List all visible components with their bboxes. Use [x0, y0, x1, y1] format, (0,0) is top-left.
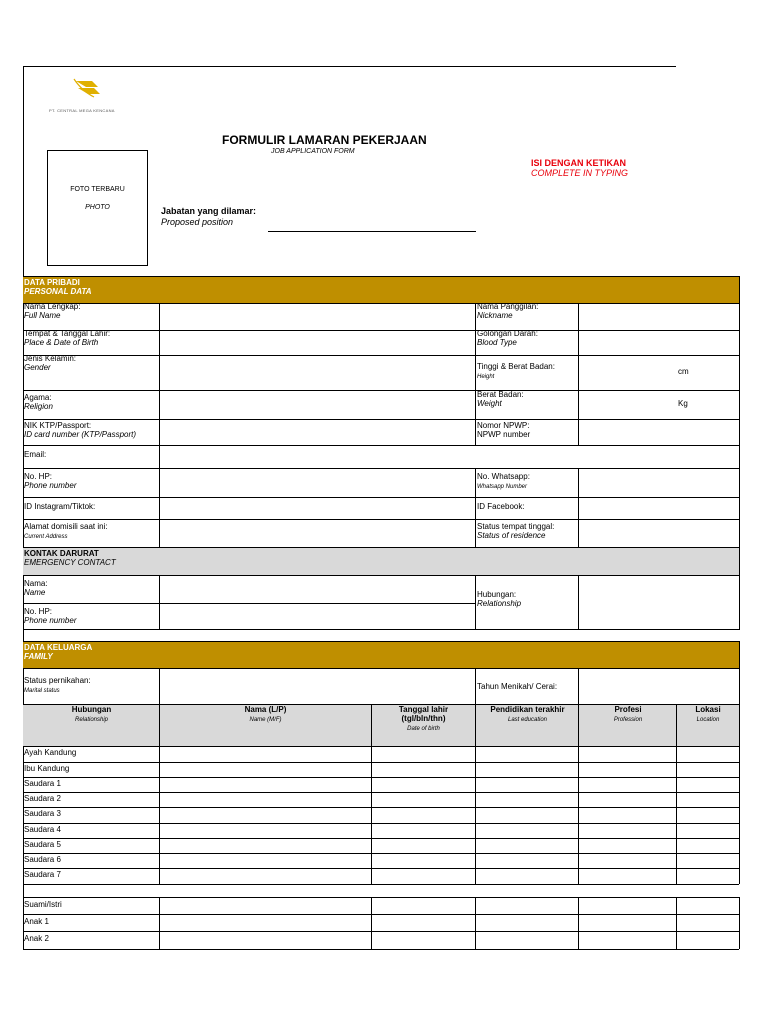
family-cell-input[interactable] [161, 824, 370, 837]
personal-label-text: ID Facebook: [477, 502, 525, 511]
personal-input-right[interactable] [579, 331, 738, 354]
spouse-cell-input[interactable] [580, 932, 676, 948]
spouse-member-label: Anak 2 [24, 934, 49, 943]
personal-label-text-en: Nickname [477, 311, 513, 320]
family-cell-input[interactable] [477, 778, 578, 791]
family-cell-input[interactable] [161, 793, 370, 806]
company-logo-icon [72, 77, 106, 104]
column-label: Profesi [614, 705, 642, 714]
spouse-cell-input[interactable] [678, 915, 738, 930]
company-name: PT. CENTRAL MEGA KENCANA [49, 108, 115, 113]
notice-text: ISI DENGAN KETIKAN [531, 158, 627, 168]
personal-label-left [23, 354, 159, 372]
personal-label-right [476, 421, 578, 439]
family-column-header [371, 705, 476, 734]
family-heading: DATA KELUARGA [24, 643, 93, 652]
family-cell-input[interactable] [477, 808, 578, 822]
spouse-member-label: Anak 1 [24, 917, 49, 926]
column-label-en: Last education [507, 717, 548, 723]
grid-line [159, 704, 160, 884]
grid-line [23, 419, 739, 420]
personal-heading-en: PERSONAL DATA [24, 287, 92, 296]
family-cell-input[interactable] [372, 778, 475, 791]
grid-line [23, 468, 739, 469]
family-member-label: Saudara 2 [24, 794, 61, 803]
family-column-header [677, 705, 739, 725]
personal-label-text: Status tempat tinggal: [477, 522, 555, 531]
grid-line [23, 668, 739, 669]
spouse-cell-input[interactable] [678, 898, 738, 913]
emergency-phone-text-en: Phone number [24, 616, 77, 625]
family-cell-input[interactable] [477, 839, 578, 852]
family-cell-input[interactable] [161, 808, 370, 822]
personal-input-right[interactable] [579, 520, 738, 546]
family-cell-input[interactable] [580, 793, 676, 806]
photo-box[interactable] [47, 150, 148, 266]
personal-label-left [23, 421, 159, 439]
grid-line [23, 931, 739, 932]
spouse-member-label: Suami/Istri [24, 900, 62, 909]
family-cell-input[interactable] [580, 869, 676, 883]
column-label: Hubungan [71, 705, 112, 714]
emergency-name-input[interactable] [160, 576, 475, 602]
family-cell-input[interactable] [678, 854, 738, 867]
personal-label-right [476, 502, 578, 511]
family-cell-input[interactable] [161, 763, 370, 776]
grid-line [23, 777, 739, 778]
family-cell-input[interactable] [372, 793, 475, 806]
grid-line [23, 445, 739, 446]
grid-line [475, 468, 476, 547]
grid-line [578, 468, 579, 547]
personal-label-text-en: Place & Date of Birth [24, 338, 99, 347]
grid-line [23, 762, 739, 763]
grid-line [475, 704, 476, 884]
family-cell-input[interactable] [372, 854, 475, 867]
spouse-cell-input[interactable] [161, 932, 370, 948]
personal-label-right [476, 472, 578, 492]
personal-input-right[interactable] [579, 498, 738, 518]
family-cell-input[interactable] [580, 778, 676, 791]
family-cell-input[interactable] [678, 808, 738, 822]
emergency-phone-label [23, 607, 159, 625]
personal-label-text: Email: [24, 450, 47, 459]
family-cell-input[interactable] [477, 763, 578, 776]
family-cell-input[interactable] [477, 824, 578, 837]
family-cell-input[interactable] [580, 824, 676, 837]
grid-line [23, 497, 739, 498]
grid-line [371, 897, 372, 949]
spouse-cell-input[interactable] [477, 915, 578, 930]
family-cell-input[interactable] [372, 869, 475, 883]
family-column-header [476, 705, 579, 725]
personal-label-text-en: Height [477, 374, 495, 380]
personal-input-right[interactable] [579, 420, 738, 444]
family-cell-input[interactable] [477, 793, 578, 806]
marital-status-text-en: Marital status [24, 688, 60, 694]
grid-line [475, 303, 476, 445]
position-input-line[interactable] [268, 231, 476, 232]
personal-label-left [23, 393, 159, 411]
spouse-cell-input[interactable] [477, 898, 578, 913]
personal-label-text-en: NPWP number [477, 430, 531, 439]
personal-input-left[interactable] [160, 304, 475, 329]
personal-label-left [23, 522, 159, 542]
family-column-header [160, 705, 371, 725]
spouse-cell-input[interactable] [580, 898, 676, 913]
married-year-label: Tahun Menikah/ Cerai: [477, 682, 558, 691]
grid-line [23, 641, 739, 642]
personal-label-text-en: Blood Type [477, 338, 517, 347]
spouse-cell-input[interactable] [477, 932, 578, 948]
personal-label-text: Alamat domisili saat ini: [24, 522, 108, 531]
column-label-en: Relationship [74, 717, 109, 723]
family-cell-input[interactable] [477, 854, 578, 867]
personal-label-text: No. HP: [24, 472, 53, 481]
emergency-phone-text: No. HP: [24, 607, 53, 616]
personal-input-left[interactable] [160, 331, 475, 354]
column-label: Pendidikan terakhir [490, 705, 565, 714]
grid-line [23, 868, 739, 869]
photo-label: FOTO TERBARU [70, 186, 125, 193]
grid-line [23, 355, 739, 356]
grid-line [23, 897, 739, 898]
emergency-name-text: Nama: [24, 579, 48, 588]
personal-label-text: Jenis Kelamin: [24, 354, 77, 363]
grid-line [23, 792, 739, 793]
column-label: Tanggal lahir [398, 705, 449, 714]
family-cell-input[interactable] [580, 747, 676, 761]
personal-heading: DATA PRIBADI [24, 278, 80, 287]
family-member-label: Saudara 1 [24, 779, 61, 788]
grid-line [23, 519, 739, 520]
family-section-header [23, 641, 739, 668]
personal-input-right[interactable] [579, 391, 738, 418]
emergency-name-text-en: Name [24, 588, 46, 597]
column-label: Lokasi [695, 705, 721, 714]
personal-label-right [476, 302, 578, 320]
personal-label-text-en: ID card number (KTP/Passport) [24, 430, 137, 439]
personal-label-right [476, 522, 578, 540]
personal-label-text-en: Full Name [24, 311, 61, 320]
marital-status-input[interactable] [160, 669, 475, 704]
personal-input-left[interactable] [160, 446, 738, 467]
grid-line [739, 641, 740, 884]
family-cell-input[interactable] [161, 747, 370, 761]
grid-line [475, 668, 476, 704]
family-member-label: Saudara 3 [24, 809, 61, 818]
family-cell-input[interactable] [580, 854, 676, 867]
grid-line [578, 303, 579, 445]
personal-section-header [23, 276, 739, 303]
emergency-relation-input[interactable] [579, 576, 738, 629]
spouse-cell-input[interactable] [678, 932, 738, 948]
grid-line [23, 704, 739, 705]
unit-label: cm [678, 367, 689, 376]
personal-input-right[interactable] [579, 469, 738, 496]
married-year-input[interactable] [579, 669, 738, 704]
emergency-section-header [23, 547, 739, 575]
family-cell-input[interactable] [580, 839, 676, 852]
emergency-relation-label [476, 590, 576, 608]
family-cell-input[interactable] [161, 854, 370, 867]
personal-label-text-en: Status of residence [477, 531, 546, 540]
personal-label-text: ID Instagram/Tiktok: [24, 502, 96, 511]
personal-label-text: Berat Badan: [477, 390, 524, 399]
grid-line [159, 603, 475, 604]
personal-label-left [23, 302, 159, 320]
spouse-cell-input[interactable] [372, 898, 475, 913]
personal-label-text-en: Whatsapp Number [477, 484, 528, 490]
family-cell-input[interactable] [678, 763, 738, 776]
family-cell-input[interactable] [678, 839, 738, 852]
family-cell-input[interactable] [580, 763, 676, 776]
personal-label-text: NIK KTP/Passport: [24, 421, 92, 430]
grid-line [676, 897, 677, 949]
personal-input-left[interactable] [160, 498, 475, 518]
grid-line [739, 276, 740, 630]
personal-label-text-en: Current Address [24, 534, 68, 540]
personal-label-left [23, 450, 159, 459]
family-member-label: Ayah Kandung [24, 748, 77, 757]
personal-label-right [476, 362, 578, 382]
grid-line [23, 629, 739, 630]
family-heading-en: FAMILY [24, 652, 53, 661]
family-column-header [23, 705, 160, 725]
page-title: FORMULIR LAMARAN PEKERJAAN [222, 133, 427, 147]
family-cell-input[interactable] [372, 808, 475, 822]
position-label: Jabatan yang dilamar: [161, 206, 257, 216]
position-label-en: Proposed position [161, 217, 234, 227]
personal-label-text: Nomor NPWP: [477, 421, 530, 430]
grid-line [23, 823, 739, 824]
grid-line [475, 897, 476, 949]
grid-line [475, 575, 476, 629]
family-cell-input[interactable] [580, 808, 676, 822]
family-cell-input[interactable] [161, 839, 370, 852]
sheet-top-border [23, 66, 676, 67]
family-member-label: Saudara 6 [24, 855, 61, 864]
family-cell-input[interactable] [678, 747, 738, 761]
personal-input-left[interactable] [160, 469, 475, 496]
emergency-relation-text: Hubungan: [477, 590, 517, 599]
column-label-en: Date of birth [407, 726, 440, 732]
personal-label-text: Golongan Darah: [477, 329, 538, 338]
personal-label-text: Agama: [24, 393, 52, 402]
column-label-2: (tgl/bln/thn) [401, 714, 446, 723]
personal-label-left [23, 329, 159, 347]
photo-label-en: PHOTO [85, 204, 110, 211]
column-label-en: Location [696, 717, 720, 723]
personal-label-left [23, 472, 159, 490]
personal-label-left [23, 502, 159, 511]
family-member-label: Ibu Kandung [24, 764, 70, 773]
grid-line [23, 547, 739, 548]
family-cell-input[interactable] [372, 824, 475, 837]
grid-line [578, 897, 579, 949]
grid-line [23, 914, 739, 915]
personal-label-text: Nama Lengkap: [24, 302, 81, 311]
family-cell-input[interactable] [372, 747, 475, 761]
personal-input-left[interactable] [160, 420, 475, 444]
grid-line [676, 704, 677, 884]
personal-label-text: No. Whatsapp: [477, 472, 530, 481]
family-member-label: Saudara 5 [24, 840, 61, 849]
grid-line [371, 704, 372, 884]
family-column-header [579, 705, 677, 725]
family-cell-input[interactable] [161, 778, 370, 791]
personal-input-left[interactable] [160, 356, 475, 389]
spouse-cell-input[interactable] [372, 915, 475, 930]
personal-input-left[interactable] [160, 391, 475, 418]
spouse-cell-input[interactable] [161, 915, 370, 930]
family-cell-input[interactable] [372, 763, 475, 776]
grid-line [23, 807, 739, 808]
grid-line [23, 390, 739, 391]
spouse-cell-input[interactable] [372, 932, 475, 948]
emergency-heading: KONTAK DARURAT [24, 549, 99, 558]
spouse-cell-input[interactable] [161, 898, 370, 913]
family-member-label: Saudara 7 [24, 870, 61, 879]
personal-label-text-en: Gender [24, 363, 51, 372]
family-cell-input[interactable] [678, 778, 738, 791]
family-cell-input[interactable] [678, 869, 738, 883]
grid-line [159, 303, 160, 547]
emergency-phone-input[interactable] [160, 604, 475, 629]
grid-line [23, 276, 739, 277]
family-cell-input[interactable] [678, 824, 738, 837]
family-cell-input[interactable] [477, 747, 578, 761]
personal-label-text-en: Phone number [24, 481, 77, 490]
grid-line [578, 668, 579, 704]
family-cell-input[interactable] [372, 839, 475, 852]
personal-label-right [476, 329, 578, 347]
emergency-heading-en: EMERGENCY CONTACT [24, 558, 116, 567]
grid-line [739, 897, 740, 949]
column-label: Nama (L/P) [244, 705, 287, 714]
grid-line [23, 838, 739, 839]
grid-line [23, 884, 739, 885]
personal-label-right [476, 390, 578, 408]
family-cell-input[interactable] [678, 793, 738, 806]
marital-status-label [23, 676, 159, 696]
column-label-en: Profession [613, 717, 643, 723]
grid-line [23, 949, 739, 950]
personal-label-text: Tempat & Tanggal Lahir: [24, 329, 111, 338]
grid-line [23, 303, 739, 304]
personal-label-text: Nama Panggilan: [477, 302, 539, 311]
family-cell-input[interactable] [161, 869, 370, 883]
personal-input-right[interactable] [579, 304, 738, 329]
grid-line [578, 704, 579, 884]
column-label-en: Name (M/F) [249, 717, 282, 723]
page-subtitle: JOB APPLICATION FORM [271, 148, 355, 155]
grid-line [23, 330, 739, 331]
grid-line [159, 575, 160, 629]
spouse-cell-input[interactable] [580, 915, 676, 930]
grid-line [578, 575, 579, 629]
grid-line [23, 746, 739, 747]
marital-status-text: Status pernikahan: [24, 676, 91, 685]
notice-text-en: COMPLETE IN TYPING [531, 168, 629, 178]
grid-line [23, 603, 159, 604]
personal-label-text-en: Weight [477, 399, 502, 408]
personal-input-right[interactable] [579, 356, 738, 389]
grid-line [159, 668, 160, 704]
unit-label: Kg [678, 399, 688, 408]
emergency-relation-text-en: Relationship [477, 599, 522, 608]
grid-line [159, 897, 160, 949]
grid-line [23, 853, 739, 854]
grid-line [23, 575, 739, 576]
family-member-label: Saudara 4 [24, 825, 61, 834]
personal-label-text-en: Religion [24, 402, 53, 411]
family-cell-input[interactable] [477, 869, 578, 883]
emergency-name-label [23, 579, 159, 597]
personal-input-left[interactable] [160, 520, 475, 546]
personal-label-text: Tinggi & Berat Badan: [477, 362, 555, 371]
